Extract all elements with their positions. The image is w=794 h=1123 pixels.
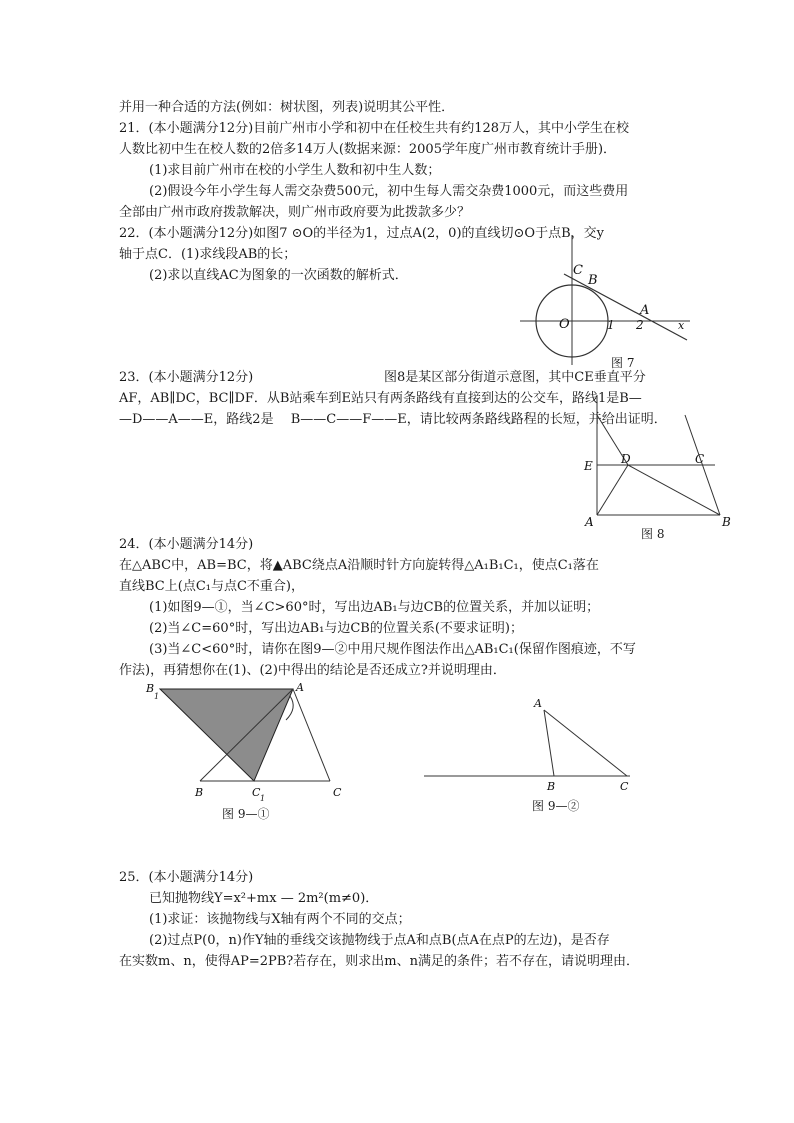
- question-25-part-2: (2)过点P(0，n)作Y轴的垂线交该抛物线于点A和点B(点A在点P的左边)，是否存: [149, 933, 610, 948]
- line-ab: [544, 710, 554, 776]
- label-c: C: [333, 786, 342, 799]
- label-b: B: [588, 273, 598, 288]
- tangent-line: [564, 274, 687, 340]
- label-c: C: [620, 780, 629, 793]
- label-c1: C: [252, 786, 261, 799]
- figure-9-1-caption: 图 9—①: [222, 807, 270, 821]
- label-c: C: [695, 452, 705, 466]
- line-ac: [544, 710, 627, 776]
- figure-7-caption: 图 7: [611, 356, 635, 370]
- label-c1-sub: 1: [260, 794, 266, 803]
- question-23-line-1: 图8是某区部分街道示意图，其中CE垂直平分: [384, 370, 646, 385]
- figure-9-2-caption: 图 9—②: [532, 799, 580, 813]
- label-b1-sub: 1: [154, 692, 160, 701]
- question-25-header: 25．(本小题满分14分): [119, 870, 254, 885]
- question-24-part-3-cont: 作法)，再猜想你在(1)、(2)中得出的结论是否还成立?并说明理由．: [119, 663, 506, 678]
- label-a: A: [534, 697, 542, 710]
- figure-9-2: [420, 695, 640, 795]
- question-24-part-1: (1)如图9—①，当∠C>60°时，写出边AB₁与边CB的位置关系，并加以证明；: [149, 600, 600, 615]
- line-ac: [293, 689, 330, 781]
- label-o: O: [559, 317, 570, 332]
- text-line: 并用一种合适的方法(例如：树状图，列表)说明其公平性．: [119, 100, 455, 115]
- figure-8: [580, 395, 740, 535]
- question-23-line-3: —D——A——E，路线2是 B——C——F——E，请比较两条路线路程的长短，并给出证明．: [119, 412, 667, 427]
- label-c: C: [573, 263, 583, 278]
- question-22-part-2: (2)求以直线AC为图象的一次函数的解析式．: [149, 268, 408, 283]
- tick-2: 2: [636, 318, 644, 332]
- label-x: x: [678, 319, 685, 332]
- label-b: B: [195, 786, 204, 799]
- label-a: A: [296, 681, 304, 694]
- label-b: B: [547, 780, 556, 793]
- label-b: B: [722, 515, 731, 529]
- question-23-header: 23．(本小题满分12分): [119, 370, 254, 385]
- question-23-line-2: AF，AB∥DC，BC∥DF．从B站乘车到E站只有两条路线有直接到达的公交车，路线1是B—: [119, 391, 642, 406]
- question-22-line-1: 22．(本小题满分12分)如图7 ⊙O的半径为1，过点A(2，0)的直线切⊙O于点B，交y: [119, 226, 604, 241]
- question-25-part-2-cont: 在实数m、n，使得AP=2PB?若存在，则求出m、n满足的条件；若不存在，请说明理由．: [119, 954, 639, 969]
- question-25-part-1: (1)求证：该抛物线与X轴有两个不同的交点；: [149, 912, 411, 927]
- shaded-triangle-ab1c1: [160, 689, 293, 781]
- question-21-part-1: (1)求目前广州市在校的小学生人数和初中生人数；: [149, 163, 441, 178]
- question-24-part-2: (2)当∠C=60°时，写出边AB₁与边CB的位置关系(不要求证明)；: [149, 621, 523, 636]
- question-22-line-2: 轴于点C．(1)求线段AB的长；: [119, 247, 297, 262]
- line-db: [628, 465, 720, 515]
- question-21-line-1: 21．(本小题满分12分)目前广州市小学和初中在任校生共有约128万人，其中小学生在校: [119, 121, 630, 136]
- label-a: A: [585, 515, 594, 529]
- question-24-part-3: (3)当∠C<60°时，请你在图9—②中用尺规作图法作出△AB₁C₁(保留作图痕迹，不写: [149, 642, 636, 657]
- line-ad: [597, 465, 628, 515]
- question-25-line-1: 已知抛物线Y=x²+mx — 2m²(m≠0)．: [149, 891, 379, 906]
- label-b1: B: [146, 682, 155, 695]
- label-a: A: [640, 303, 650, 318]
- label-d: D: [621, 452, 631, 466]
- question-24-line-2: 直线BC上(点C₁与点C不重合)，: [119, 579, 304, 594]
- question-24-header: 24．(本小题满分14分): [119, 537, 254, 552]
- figure-9-1: [140, 680, 360, 803]
- question-24-line-1: 在△ABC中，AB=BC，将▲ABC绕点A沿顺时针方向旋转得△A₁B₁C₁，使点C₁落在: [119, 558, 599, 573]
- figure-7: [515, 230, 695, 370]
- tick-1: 1: [607, 318, 615, 332]
- figure-8-caption: 图 8: [641, 527, 665, 541]
- question-21-line-5: 全部由广州市政府拨款解决，则广州市政府要为此拨款多少？: [119, 205, 471, 220]
- label-e: E: [584, 459, 593, 473]
- question-21-line-2: 人数比初中生在校人数的2倍多14万人(数据来源：2005学年度广州市教育统计手册)．: [119, 142, 617, 157]
- question-21-part-2: (2)假设今年小学生每人需交杂费500元，初中生每人需交杂费1000元，而这些费用: [149, 184, 629, 199]
